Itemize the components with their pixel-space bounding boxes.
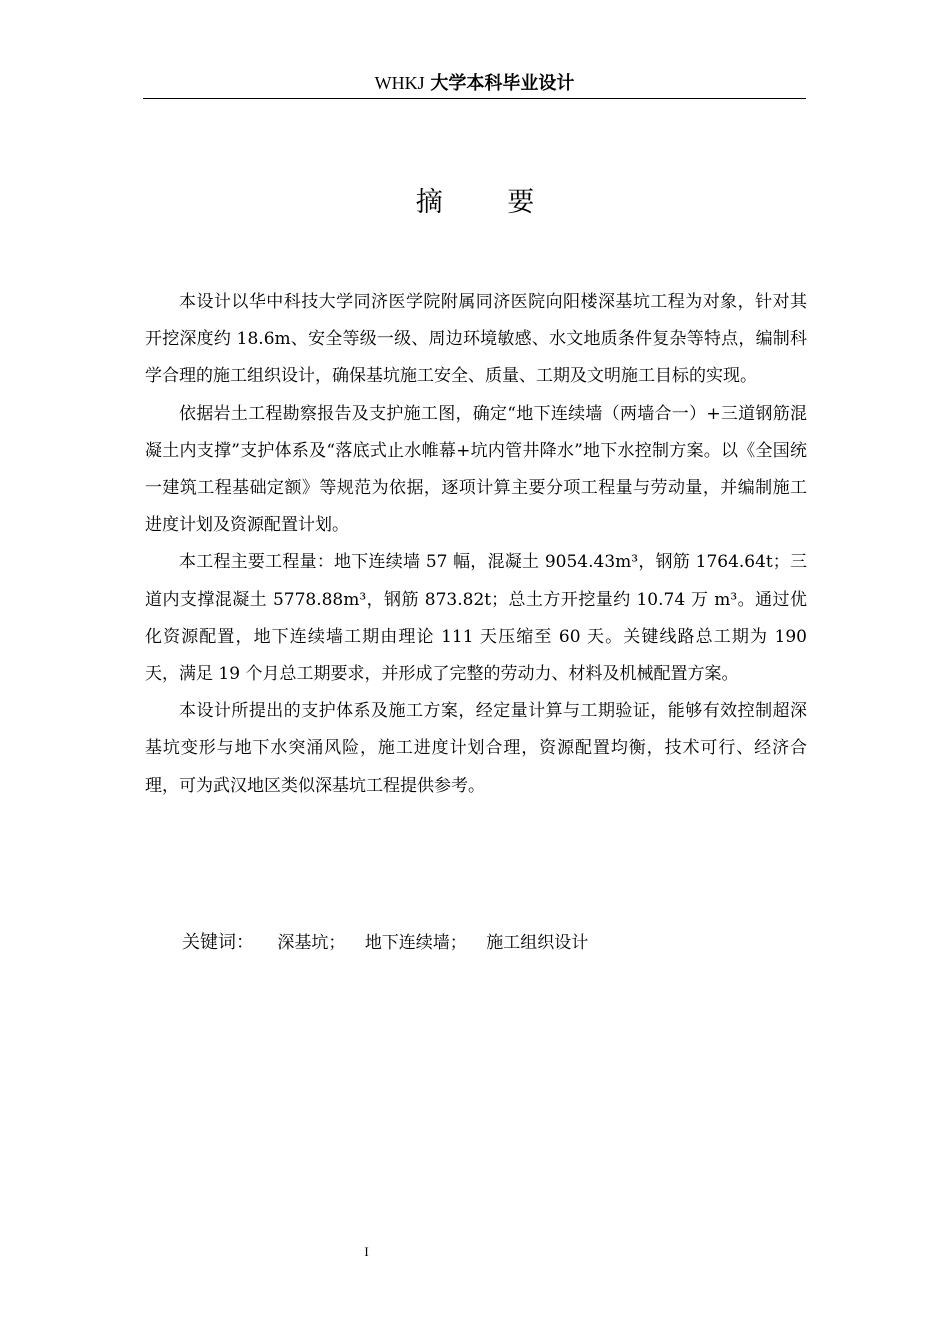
header-document-type: 大学本科毕业设计 <box>430 73 575 94</box>
abstract-title: 摘 要 <box>415 187 563 218</box>
abstract-paragraph: 本设计所提出的支护体系及施工方案，经定量计算与工期验证，能够有效控制超深基坑变形与地下水突涌风险，施工进度计划合理，资源配置均衡，技术可行、经济合理，可为武汉地区类似深基坑工程提供参考。 <box>145 701 807 796</box>
header-school-code: WHKJ <box>374 73 425 93</box>
abstract-paragraph: 本设计以华中科技大学同济医学院附属同济医院向阳楼深基坑工程为对象，针对其开挖深度约 18.6m、安全等级一级、周边环境敏感、水文地质条件复杂等特点，编制科学合理的施工组织设计，确保基坑施工安全、质量、工期及文明施工目标的实现。 <box>145 292 807 387</box>
abstract-paragraph: 本工程主要工程量：地下连续墙 57 幅，混凝土 9054.43m³，钢筋 1764.64t；三道内支撑混凝土 5778.88m³，钢筋 873.82t；总土方开挖量约 10.74 万 m³。通过优化资源配置，地下连续墙工期由理论 111 天压缩至 60 天。关键线路总工期为 190 天，满足 19 个月总工期要求，并形成了完整的劳动力、材料及机械配置方案。 <box>145 552 807 685</box>
keyword-item: 施工组织设计 <box>486 933 589 953</box>
page-number: I <box>364 1244 369 1259</box>
page-header <box>143 68 806 99</box>
keyword-item: 地下连续墙； <box>364 933 467 953</box>
keywords-line <box>182 929 602 957</box>
keyword-item: 深基坑； <box>277 933 346 953</box>
keywords-label: 关键词： <box>182 932 254 953</box>
abstract-body <box>145 284 807 805</box>
abstract-paragraph: 依据岩土工程勘察报告及支护施工图，确定“地下连续墙（两墙合一）+三道钢筋混凝土内支撑”支护体系及“落底式止水帷幕+坑内管井降水”地下水控制方案。以《全国统一建筑工程基础定额》等规范为依据，逐项计算主要分项工程量与劳动量，并编制施工进度计划及资源配置计划。 <box>145 403 807 536</box>
